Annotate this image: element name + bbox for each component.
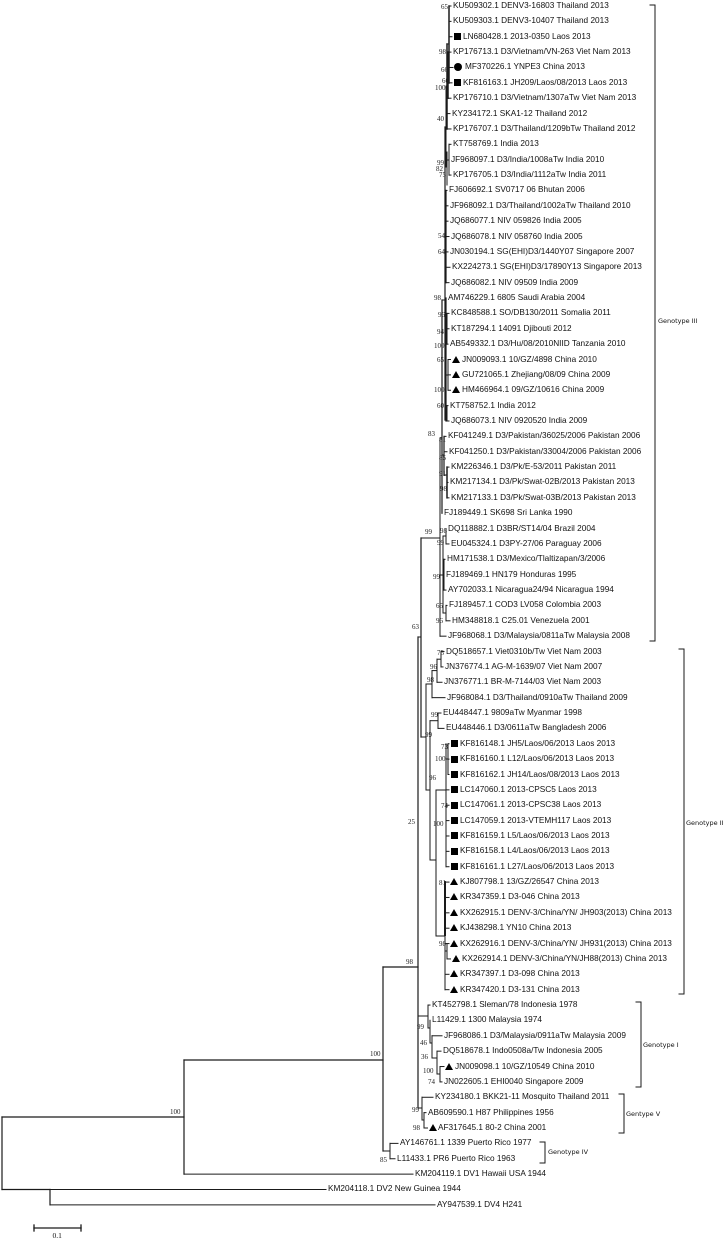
bootstrap-value: 100 xyxy=(434,342,445,350)
triangle-marker-icon xyxy=(450,924,458,931)
triangle-marker-icon xyxy=(450,970,458,977)
bootstrap-value: 65 xyxy=(437,356,444,364)
bootstrap-value: 75 xyxy=(439,171,446,179)
bootstrap-value: 94 xyxy=(437,328,444,336)
square-marker-icon xyxy=(451,771,458,778)
taxon-label: DQ118882.1 D3BR/ST14/04 Brazil 2004 xyxy=(448,523,596,533)
bootstrap-value: 96 xyxy=(429,774,436,782)
bootstrap-value: 99 xyxy=(425,528,432,536)
square-marker-icon xyxy=(451,848,458,855)
bootstrap-value: 40 xyxy=(437,115,444,123)
taxon-label: LN680428.1 2013-0350 Laos 2013 xyxy=(463,31,591,41)
taxon-label: KF816158.1 L4/Laos/06/2013 Laos 2013 xyxy=(460,846,610,856)
triangle-marker-icon xyxy=(452,371,460,378)
bootstrap-value: 73 xyxy=(441,743,448,751)
taxon-label: JQ686073.1 NIV 0920520 India 2009 xyxy=(451,415,588,425)
taxon-label: EU448446.1 D3/0611aTw Bangladesh 2006 xyxy=(446,723,607,733)
square-marker-icon xyxy=(451,863,458,870)
taxon-label: JQ686078.1 NIV 058760 India 2005 xyxy=(451,231,583,241)
triangle-marker-icon xyxy=(452,955,460,962)
taxon-label: KX262914.1 DENV-3/China/YN/JH88(2013) China 2013 xyxy=(462,953,668,963)
taxon-label: KU509303.1 DENV3-10407 Thailand 2013 xyxy=(453,16,609,26)
taxon-label: LC147060.1 2013-CPSC5 Laos 2013 xyxy=(460,784,597,794)
taxon-label: KX262916.1 DENV-3/China/YN/ JH931(2013) China 2013 xyxy=(460,938,672,948)
bootstrap-value: 98 xyxy=(439,940,446,948)
taxon-label: AB609590.1 H87 Philippines 1956 xyxy=(428,1107,554,1117)
taxon-label: AF317645.1 80-2 China 2001 xyxy=(438,1123,547,1132)
taxon-label: KX262915.1 DENV-3/China/YN/ JH903(2013) China 2013 xyxy=(460,907,672,917)
bootstrap-value: 81 xyxy=(439,436,446,444)
bootstrap-value: 65 xyxy=(436,602,443,610)
taxon-label: KF816148.1 JH5/Laos/06/2013 Laos 2013 xyxy=(460,738,616,748)
square-marker-icon xyxy=(451,740,458,747)
taxon-label: L11433.1 PR6 Puerto Rico 1963 xyxy=(397,1153,516,1163)
bootstrap-value: 96 xyxy=(436,617,443,625)
bootstrap-value: 98 xyxy=(413,1124,420,1132)
taxon-label: AY146761.1 1339 Puerto Rico 1977 xyxy=(400,1138,532,1148)
taxon-label: JN009093.1 10/GZ/4898 China 2010 xyxy=(462,354,597,364)
bootstrap-value: 100 xyxy=(435,755,446,763)
genotype-label: Genotype III xyxy=(658,317,698,325)
taxon-label: JF968068.1 D3/Malaysia/0811aTw Malaysia 2008 xyxy=(448,631,630,641)
bootstrap-value: 100 xyxy=(434,386,445,394)
bootstrap-value: 82 xyxy=(436,165,443,173)
bootstrap-value: 25 xyxy=(408,818,415,826)
bootstrap-value: 65 xyxy=(441,3,448,11)
bootstrap-value: 66 xyxy=(441,66,448,74)
taxon-label: JF968092.1 D3/Thailand/1002aTw Thailand 2010 xyxy=(450,200,631,210)
bootstrap-value: 98 xyxy=(440,527,447,535)
taxon-label: KM217133.1 D3/Pk/Swat-03B/2013 Pakistan 2013 xyxy=(451,492,636,502)
taxon-label: KT758752.1 India 2012 xyxy=(450,400,536,410)
genotype-label: Gentype V xyxy=(626,1110,661,1118)
bootstrap-value: 75 xyxy=(437,649,444,657)
taxon-label: DQ518657.1 Viet0310b/Tw Viet Nam 2003 xyxy=(446,646,602,656)
bootstrap-value: 60 xyxy=(437,402,444,410)
bootstrap-value: 36 xyxy=(421,1053,428,1061)
bootstrap-value: 81 xyxy=(439,879,446,887)
taxon-label: KT187294.1 14091 Djibouti 2012 xyxy=(451,323,572,333)
bootstrap-value: 83 xyxy=(428,430,435,438)
taxon-label: KF816161.1 L27/Laos/06/2013 Laos 2013 xyxy=(460,861,615,871)
taxon-label: KY234180.1 BKK21-11 Mosquito Thailand 2011 xyxy=(435,1092,610,1102)
taxon-label: KF816160.1 L12/Laos/06/2013 Laos 2013 xyxy=(460,754,615,764)
taxon-label: EU045324.1 D3PY-27/06 Paraguay 2006 xyxy=(451,538,602,548)
bootstrap-value: 85 xyxy=(439,454,446,462)
taxon-label: MF370226.1 YNPE3 China 2013 xyxy=(465,62,586,72)
taxon-label: KR347397.1 D3-098 China 2013 xyxy=(460,969,580,979)
triangle-marker-icon xyxy=(450,878,458,885)
genotype-label: Genotype II xyxy=(686,819,724,827)
taxon-label: KC848588.1 SO/DB130/2011 Somalia 2011 xyxy=(451,308,611,318)
bootstrap-value: 99 xyxy=(431,711,438,719)
triangle-marker-icon xyxy=(445,1063,453,1070)
square-marker-icon xyxy=(451,832,458,839)
taxon-label: JN376774.1 AG-M-1639/07 Viet Nam 2007 xyxy=(445,661,603,671)
taxon-label: AM746229.1 6805 Saudi Arabia 2004 xyxy=(448,293,586,303)
taxon-label: JQ686077.1 NIV 059826 India 2005 xyxy=(450,216,582,226)
square-marker-icon xyxy=(454,79,461,86)
taxon-label: KR347359.1 D3-046 China 2013 xyxy=(460,892,580,902)
taxon-label: GU721065.1 Zhejiang/08/09 China 2009 xyxy=(462,369,611,379)
taxon-label: KP176707.1 D3/Thailand/1209bTw Thailand 2012 xyxy=(453,123,636,133)
bootstrap-value: 85 xyxy=(380,1156,387,1164)
taxon-label: JN022605.1 EHI0040 Singapore 2009 xyxy=(444,1076,584,1086)
square-marker-icon xyxy=(451,817,458,824)
bootstrap-value: 100 xyxy=(435,84,446,92)
bootstrap-value: 74 xyxy=(441,802,448,810)
taxon-label: KF041250.1 D3/Pakistan/33004/2006 Pakistan 2006 xyxy=(449,446,642,456)
taxon-label: JN009098.1 10/GZ/10549 China 2010 xyxy=(455,1061,595,1071)
bootstrap-value: 66 xyxy=(442,77,449,85)
triangle-marker-icon xyxy=(452,386,460,393)
taxon-label: KT452798.1 Sleman/78 Indonesia 1978 xyxy=(432,1000,578,1010)
taxon-label: FJ189469.1 HN179 Honduras 1995 xyxy=(446,569,577,579)
bootstrap-value: 91 xyxy=(439,470,446,478)
triangle-marker-icon xyxy=(429,1124,437,1131)
bootstrap-value: 64 xyxy=(438,248,445,256)
triangle-marker-icon xyxy=(450,986,458,993)
taxon-label: KP176713.1 D3/Vietnam/VN-263 Viet Nam 2013 xyxy=(453,47,631,57)
taxon-label: JN376771.1 BR-M-7144/03 Viet Nam 2003 xyxy=(444,677,602,687)
taxon-label: KM204118.1 DV2 New Guinea 1944 xyxy=(328,1184,461,1194)
taxon-label: AB549332.1 D3/Hu/08/2010NIID Tanzania 2010 xyxy=(450,339,626,349)
square-marker-icon xyxy=(454,33,461,40)
taxon-label: KF816163.1 JH209/Laos/08/2013 Laos 2013 xyxy=(463,77,628,87)
square-marker-icon xyxy=(451,802,458,809)
taxon-label: AY947539.1 DV4 H241 xyxy=(437,1199,523,1209)
triangle-marker-icon xyxy=(450,893,458,900)
taxon-label: KP176710.1 D3/Vietnam/1307aTw Viet Nam 2013 xyxy=(453,93,637,103)
bootstrap-value: 96 xyxy=(438,311,445,319)
bootstrap-value: 98 xyxy=(439,48,446,56)
taxon-label: KR347420.1 D3-131 China 2013 xyxy=(460,984,580,994)
bootstrap-value: 100 xyxy=(370,1050,381,1058)
taxon-label: JF968086.1 D3/Malaysia/0911aTw Malaysia 2009 xyxy=(444,1030,626,1040)
genotype-label: Genotype I xyxy=(643,1041,679,1049)
bootstrap-value: 99 xyxy=(412,1106,419,1114)
taxon-label: DQ518678.1 Indo0508a/Tw Indonesia 2005 xyxy=(443,1046,603,1056)
bootstrap-value: 100 xyxy=(170,1108,181,1116)
taxon-label: EU448447.1 9809aTw Myanmar 1998 xyxy=(443,708,582,718)
taxon-label: JF968097.1 D3/India/1008aTw India 2010 xyxy=(451,154,605,164)
taxon-label: L11429.1 1300 Malaysia 1974 xyxy=(432,1015,542,1025)
genotype-label: Genotype IV xyxy=(548,1148,589,1156)
triangle-marker-icon xyxy=(450,909,458,916)
taxon-label: KF816162.1 JH14/Laos/08/2013 Laos 2013 xyxy=(460,769,620,779)
bootstrap-value: 99 xyxy=(437,539,444,547)
taxon-label: KT758769.1 India 2013 xyxy=(453,139,539,149)
taxon-label: KM217134.1 D3/Pk/Swat-02B/2013 Pakistan 2013 xyxy=(450,477,635,487)
taxon-label: LC147059.1 2013-VTEMH117 Laos 2013 xyxy=(460,815,612,825)
bootstrap-value: 99 xyxy=(433,573,440,581)
bootstrap-value: 74 xyxy=(428,1078,435,1086)
bootstrap-value: 63 xyxy=(412,623,419,631)
taxon-label: KM226346.1 D3/Pk/E-53/2011 Pakistan 2011 xyxy=(451,462,617,472)
taxon-label: HM348818.1 C25.01 Venezuela 2001 xyxy=(452,615,590,625)
taxon-label: KJ438298.1 YN10 China 2013 xyxy=(460,923,572,933)
bootstrap-value: 100 xyxy=(433,820,444,828)
bootstrap-value: 98 xyxy=(440,485,447,493)
taxon-label: KX224273.1 SG(EHI)D3/17890Y13 Singapore 2013 xyxy=(452,262,642,272)
taxon-label: JQ686082.1 NIV 09509 India 2009 xyxy=(451,277,579,287)
taxon-label: KP176705.1 D3/India/1112aTw India 2011 xyxy=(453,170,607,180)
taxon-label: KM204119.1 DV1 Hawaii USA 1944 xyxy=(415,1169,547,1179)
taxon-label: KJ807798.1 13/GZ/26547 China 2013 xyxy=(460,877,599,887)
taxon-label: KF816159.1 L5/Laos/06/2013 Laos 2013 xyxy=(460,830,610,840)
triangle-marker-icon xyxy=(452,356,460,363)
bootstrap-value: 96 xyxy=(430,663,437,671)
taxon-label: HM171538.1 D3/Mexico/Tlaltizapan/3/2006 xyxy=(447,554,606,564)
square-marker-icon xyxy=(451,756,458,763)
bootstrap-value: 99 xyxy=(425,731,432,739)
square-marker-icon xyxy=(451,786,458,793)
taxon-label: KF041249.1 D3/Pakistan/36025/2006 Pakistan 2006 xyxy=(448,431,641,441)
bootstrap-value: 54 xyxy=(438,232,445,240)
taxon-label: KU509302.1 DENV3-16803 Thailand 2013 xyxy=(453,1,609,10)
taxon-label: FJ189457.1 COD3 LV058 Colombia 2003 xyxy=(449,600,602,610)
taxon-label: LC147061.1 2013-CPSC38 Laos 2013 xyxy=(460,800,602,810)
bootstrap-value: 100 xyxy=(423,1067,434,1075)
bootstrap-value: 99 xyxy=(437,159,444,167)
scale-bar-label: 0.1 xyxy=(52,1231,62,1240)
taxon-label: JN030194.1 SG(EHI)D3/1440Y07 Singapore 2007 xyxy=(450,246,635,256)
taxon-label: KY234172.1 SKA1-12 Thailand 2012 xyxy=(452,108,588,118)
bootstrap-value: 99 xyxy=(417,1023,424,1031)
taxon-label: AY702033.1 Nicaragua24/94 Nicaragua 1994 xyxy=(448,585,614,595)
bootstrap-value: 46 xyxy=(420,1039,427,1047)
triangle-marker-icon xyxy=(450,940,458,947)
bootstrap-value: 98 xyxy=(427,676,434,684)
taxon-label: HM466964.1 09/GZ/10616 China 2009 xyxy=(462,385,605,395)
taxon-label: JF968084.1 D3/Thailand/0910aTw Thailand 2009 xyxy=(447,692,628,702)
taxon-label: FJ189449.1 SK698 Sri Lanka 1990 xyxy=(444,508,573,518)
taxon-label: FJ606692.1 SV0717 06 Bhutan 2006 xyxy=(449,185,585,195)
bootstrap-value: 98 xyxy=(434,294,441,302)
bootstrap-value: 98 xyxy=(406,958,413,966)
